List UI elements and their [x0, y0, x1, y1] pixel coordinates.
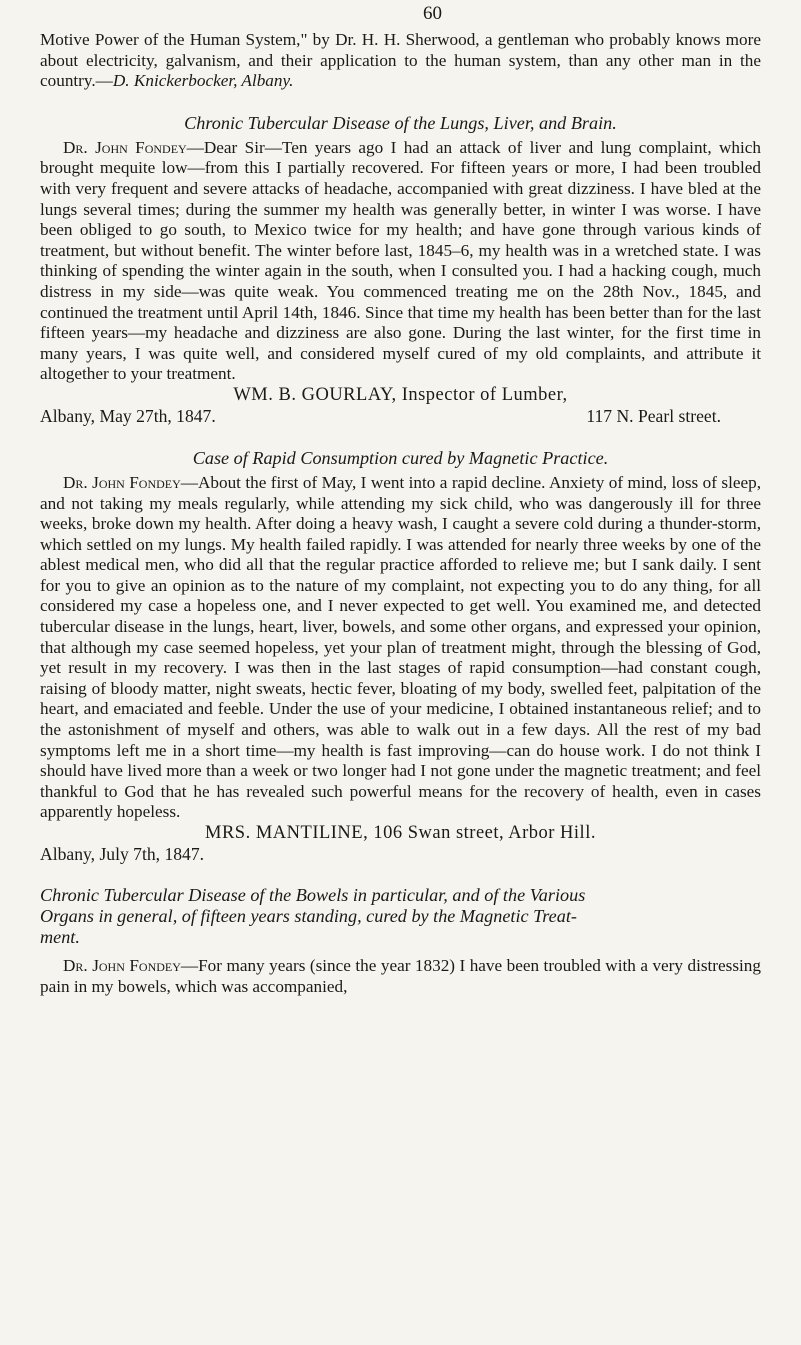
letter3-heading-line3: ment. — [40, 927, 80, 947]
letter3-salutation: Dr. John Fondey — [63, 956, 181, 975]
letter1-address: 117 N. Pearl street. — [586, 405, 721, 426]
letter1-signature: WM. B. GOURLAY, Inspector of Lumber, — [233, 384, 568, 405]
letter1-text: —Dear Sir—Ten years ago I had an attack of liver and lung complaint, which brought mequite low—from this I partially recovered. For fifteen years or more, I had been troubled with very frequent and severe attacks of headache, accompanied with great dizziness. I have bled at the lungs several times; during the summer my health was generally better, in winter I was worse. I have been obliged to go south, to Mexico twice for my health; and have gone through various kinds of treatment, but without benefit. The winter before last, 1845–6, my health was in a wretched state. I was thinking of spending the winter again in the south, when I consulted you. I had a hacking cough, much distress in my side—was quite weak. You commenced treating me on the 28th Nov., 1845, and continued the treatment until April 14th, 1846. Since that time my health has been better than for the last fifteen years—my headache and dizziness are also gone. During the last winter, for the first time in many years, I was quite well, and considered myself cured of my old complaints, and attribute it altogether to your treatment. — [40, 137, 761, 384]
letter2-salutation: Dr. John Fondey — [63, 472, 181, 492]
letter1-salutation: Dr. John Fondey — [63, 137, 187, 157]
letter3-heading — [40, 885, 761, 948]
letter1-footer — [40, 406, 761, 427]
letter3-heading-line1: Chronic Tubercular Disease of the Bowels in particular, and of the Various — [40, 885, 586, 905]
letter2-footer — [40, 844, 761, 865]
letter1-place-date: Albany, May 27th, 1847. — [40, 405, 216, 426]
letter2-heading: Case of Rapid Consumption cured by Magnetic Practice. — [192, 447, 609, 468]
letter2-place-date: Albany, July 7th, 1847. — [40, 844, 205, 864]
intro-text: Motive Power of the Human System," by Dr. H. H. Sherwood, a gentleman who probably knows more about electricity, galvanism, and their application to the human system, than any other man in the country.— — [40, 30, 761, 91]
letter3-text: —For many years (since the year 1832) I have been troubled with a very distressing pain in my bowels, which was accompanied, — [40, 956, 761, 996]
letter1-heading: Chronic Tubercular Disease of the Lungs, Liver, and Brain. — [184, 112, 617, 133]
letter2-text: —About the first of May, I went into a rapid decline. Anxiety of mind, loss of sleep, and not taking my meals regularly, while attending my sick child, who was dangerously ill for three weeks, broke down my health. After doing a heavy wash, I caught a severe cold during a thunder-storm, which settled on my lungs. My health failed rapidly. I was attended for nearly three weeks by one of the ablest medical men, who did all that the regular practice afforded to relieve me; but I sank daily. I sent for you to give an opinion as to the nature of my complaint, not expecting you to do any thing, for all considered my case a hopeless one, and I never expected to get well. You examined me, and detected tubercular disease in the lungs, heart, liver, bowels, and some other organs, and expressed your opinion, that although my case seemed hopeless, yet your plan of treatment might, through the blessing of God, yet result in my recovery. I was then in the last stages of rapid consumption—had constant cough, raising of bloody matter, night sweats, hectic fever, bloating of my body, swelled feet, palpitation of the heart, and emaciated and feeble. Under the use of your medicine, I obtained instantaneous relief; and to the astonishment of myself and others, was able to walk out in a few days. All the rest of my bad symptoms left me in a short time—my health is fast improving—can do house work. I do not think I should have lived more than a week or two longer had I not gone under the magnetic treatment; and feel thankful to God that he has revealed such powerful means for the recovery of health, even in cases apparently hopeless. — [40, 472, 762, 822]
letter1-body — [40, 138, 761, 385]
intro-paragraph — [40, 30, 761, 92]
intro-attribution: D. Knickerbocker, Albany. — [112, 71, 294, 91]
letter3-body — [40, 956, 761, 997]
letter2-signature: MRS. MANTILINE, 106 Swan street, Arbor Hill. — [205, 823, 596, 843]
letter3-heading-line2: Organs in general, of fifteen years standing, cured by the Magnetic Treat- — [40, 906, 577, 926]
letter2-body — [40, 473, 761, 823]
page-number: 60 — [423, 3, 442, 24]
